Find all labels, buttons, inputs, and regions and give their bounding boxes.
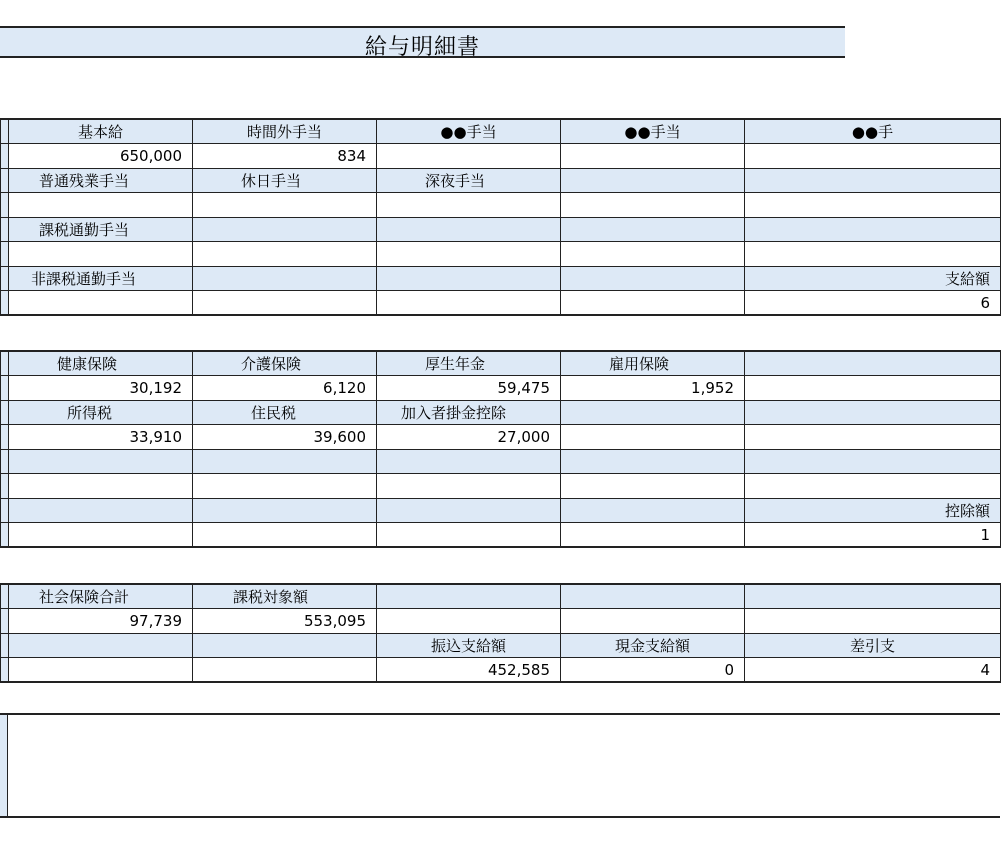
field-value: 553,095 xyxy=(193,609,377,634)
row-edge xyxy=(1,217,9,242)
field-label xyxy=(193,449,377,474)
field-value xyxy=(745,609,1001,634)
payments-label-row xyxy=(1,119,1001,144)
field-label: 加入者掛金控除 xyxy=(377,400,561,425)
field-label xyxy=(745,400,1001,425)
payments-label-row xyxy=(1,217,1001,242)
row-edge xyxy=(1,400,9,425)
title-band xyxy=(0,26,845,58)
field-label: ●●手当 xyxy=(377,119,561,144)
deductions-value-row xyxy=(1,425,1001,450)
field-value: 59,475 xyxy=(377,376,561,401)
field-label: 現金支給額 xyxy=(561,633,745,658)
row-edge xyxy=(1,376,9,401)
totals-value-row xyxy=(1,658,1001,683)
row-edge xyxy=(1,119,9,144)
field-label xyxy=(561,584,745,609)
field-label xyxy=(193,633,377,658)
field-value: 6,120 xyxy=(193,376,377,401)
totals-value-row xyxy=(1,609,1001,634)
memo-box xyxy=(0,713,1000,818)
field-label: ●●手 xyxy=(745,119,1001,144)
row-edge xyxy=(1,584,9,609)
field-value xyxy=(561,144,745,169)
field-label xyxy=(377,498,561,523)
field-label xyxy=(561,498,745,523)
row-edge xyxy=(1,242,9,267)
field-value xyxy=(9,474,193,499)
field-label xyxy=(377,217,561,242)
row-edge xyxy=(1,351,9,376)
field-label: 振込支給額 xyxy=(377,633,561,658)
field-value xyxy=(9,291,193,316)
field-label: 所得税 xyxy=(9,400,193,425)
payments-value-row xyxy=(1,144,1001,169)
field-value xyxy=(377,291,561,316)
field-value: 834 xyxy=(193,144,377,169)
row-edge xyxy=(1,609,9,634)
field-value: 1 xyxy=(745,523,1001,548)
deductions-label-row xyxy=(1,498,1001,523)
field-value xyxy=(9,658,193,683)
totals-label-row xyxy=(1,584,1001,609)
field-value xyxy=(561,609,745,634)
field-value xyxy=(9,193,193,218)
field-value xyxy=(377,523,561,548)
field-value xyxy=(745,193,1001,218)
field-value: 650,000 xyxy=(9,144,193,169)
memo-edge xyxy=(0,715,8,816)
field-label: 非課税通勤手当 xyxy=(9,266,193,291)
row-edge xyxy=(1,266,9,291)
field-label xyxy=(561,449,745,474)
totals-label-row xyxy=(1,633,1001,658)
field-value xyxy=(745,425,1001,450)
field-value xyxy=(377,474,561,499)
row-edge xyxy=(1,449,9,474)
field-value xyxy=(193,523,377,548)
field-value xyxy=(193,242,377,267)
field-value xyxy=(561,474,745,499)
row-edge xyxy=(1,474,9,499)
field-value xyxy=(377,242,561,267)
field-value xyxy=(745,144,1001,169)
deductions-value-row xyxy=(1,474,1001,499)
row-edge xyxy=(1,523,9,548)
field-label: 支給額 xyxy=(745,266,1001,291)
field-label: 健康保険 xyxy=(9,351,193,376)
field-value: 0 xyxy=(561,658,745,683)
field-value xyxy=(9,242,193,267)
field-label xyxy=(745,584,1001,609)
deductions-table xyxy=(0,350,1001,548)
field-value: 27,000 xyxy=(377,425,561,450)
totals-table xyxy=(0,583,1001,683)
field-label xyxy=(193,266,377,291)
field-label xyxy=(561,266,745,291)
field-value xyxy=(745,474,1001,499)
row-edge xyxy=(1,193,9,218)
row-edge xyxy=(1,425,9,450)
field-value xyxy=(377,144,561,169)
field-label: 普通残業手当 xyxy=(9,168,193,193)
deductions-label-row xyxy=(1,351,1001,376)
field-label xyxy=(377,266,561,291)
field-label: 差引支 xyxy=(745,633,1001,658)
field-value: 4 xyxy=(745,658,1001,683)
field-label xyxy=(193,498,377,523)
row-edge xyxy=(1,291,9,316)
row-edge xyxy=(1,144,9,169)
field-value: 452,585 xyxy=(377,658,561,683)
field-value xyxy=(377,609,561,634)
field-label xyxy=(561,400,745,425)
field-value xyxy=(561,523,745,548)
field-value: 6 xyxy=(745,291,1001,316)
field-value: 97,739 xyxy=(9,609,193,634)
payments-value-row xyxy=(1,291,1001,316)
field-label: ●●手当 xyxy=(561,119,745,144)
field-label xyxy=(9,633,193,658)
page-title: 給与明細書 xyxy=(364,35,480,60)
field-value xyxy=(9,523,193,548)
deductions-label-row xyxy=(1,400,1001,425)
row-edge xyxy=(1,498,9,523)
field-label: 介護保険 xyxy=(193,351,377,376)
row-edge xyxy=(1,658,9,683)
field-label xyxy=(193,217,377,242)
field-label: 基本給 xyxy=(9,119,193,144)
field-label xyxy=(377,449,561,474)
field-value xyxy=(193,474,377,499)
field-label: 休日手当 xyxy=(193,168,377,193)
field-label xyxy=(745,449,1001,474)
field-value xyxy=(745,376,1001,401)
field-label xyxy=(377,584,561,609)
field-label: 厚生年金 xyxy=(377,351,561,376)
payments-value-row xyxy=(1,242,1001,267)
field-label: 雇用保険 xyxy=(561,351,745,376)
field-value xyxy=(193,193,377,218)
deductions-label-row xyxy=(1,449,1001,474)
field-label: 住民税 xyxy=(193,400,377,425)
field-value xyxy=(193,291,377,316)
deductions-value-row xyxy=(1,523,1001,548)
field-label xyxy=(561,168,745,193)
field-label xyxy=(561,217,745,242)
field-value: 39,600 xyxy=(193,425,377,450)
payments-value-row xyxy=(1,193,1001,218)
field-label: 社会保険合計 xyxy=(9,584,193,609)
field-value xyxy=(193,658,377,683)
payments-label-row xyxy=(1,168,1001,193)
field-label: 深夜手当 xyxy=(377,168,561,193)
field-label: 課税対象額 xyxy=(193,584,377,609)
field-value: 1,952 xyxy=(561,376,745,401)
field-value xyxy=(561,242,745,267)
field-label xyxy=(9,449,193,474)
field-label: 控除額 xyxy=(745,498,1001,523)
field-value: 30,192 xyxy=(9,376,193,401)
field-label xyxy=(745,217,1001,242)
field-value xyxy=(561,291,745,316)
payments-table xyxy=(0,118,1001,316)
field-label: 課税通勤手当 xyxy=(9,217,193,242)
field-label xyxy=(9,498,193,523)
payments-label-row xyxy=(1,266,1001,291)
field-value xyxy=(745,242,1001,267)
row-edge xyxy=(1,168,9,193)
field-label xyxy=(745,168,1001,193)
field-value xyxy=(377,193,561,218)
field-value: 33,910 xyxy=(9,425,193,450)
field-label: 時間外手当 xyxy=(193,119,377,144)
field-value xyxy=(561,193,745,218)
field-value xyxy=(561,425,745,450)
deductions-value-row xyxy=(1,376,1001,401)
row-edge xyxy=(1,633,9,658)
field-label xyxy=(745,351,1001,376)
